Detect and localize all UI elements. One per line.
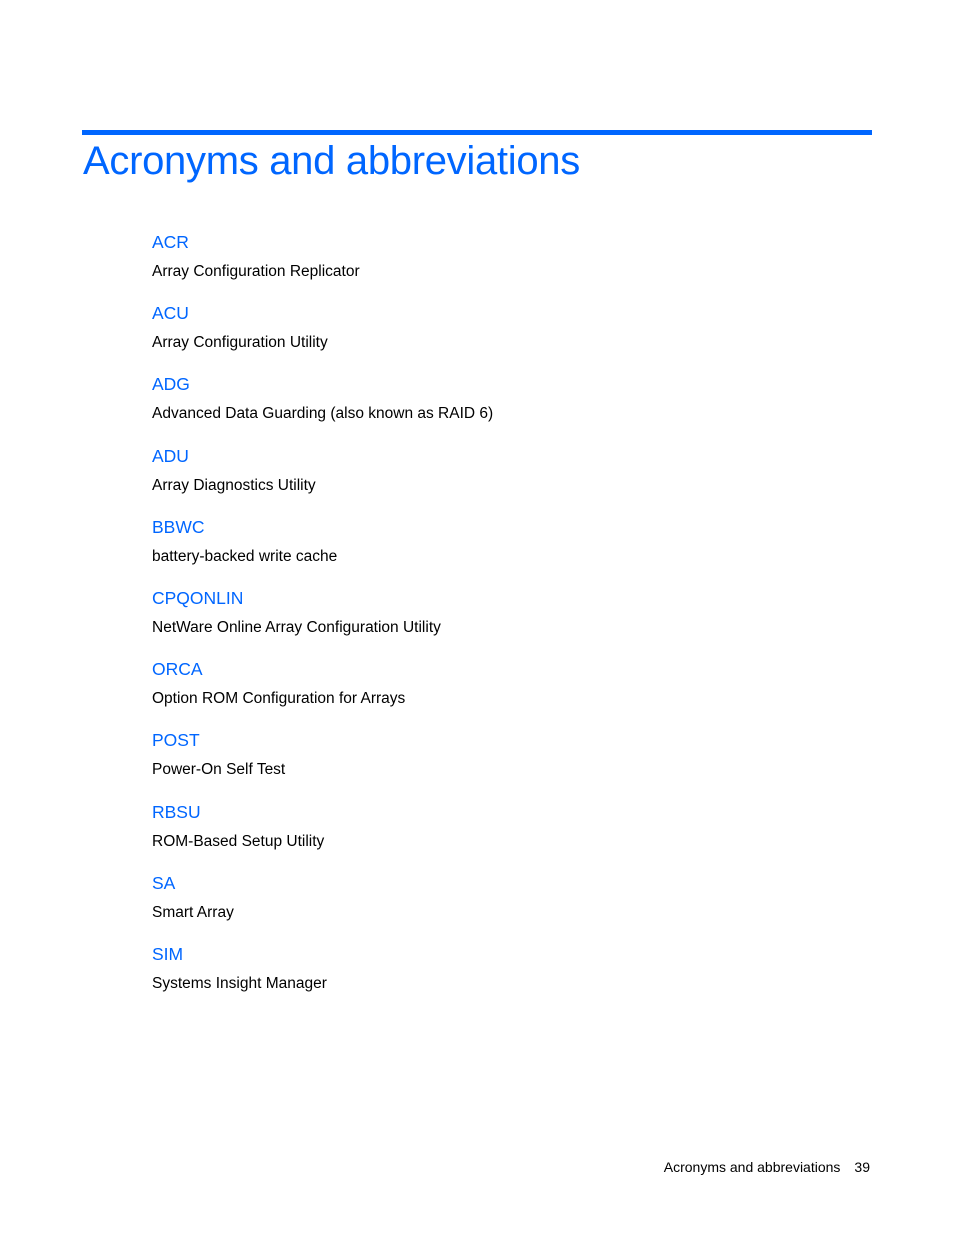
acronym-definition: Array Configuration Utility [152,334,328,352]
acronym-entry [152,586,852,657]
acronym-term: BBWC [152,516,205,537]
acronym-definition: Array Configuration Replicator [152,263,360,280]
acronym-term: POST [152,730,200,751]
acronym-term: SIM [152,943,184,964]
acronym-entry [152,444,852,515]
acronym-definition: Systems Insight Manager [152,974,327,992]
acronym-term: RBSU [152,801,201,822]
acronym-term: ACU [152,303,189,324]
acronym-entry [152,800,852,871]
acronym-entry [152,372,852,443]
acronym-entry [152,230,852,301]
footer-section-title: Acronyms and abbreviations [663,1159,841,1175]
page-number: 39 [854,1159,870,1175]
acronym-entry [152,728,852,799]
acronym-entry [152,942,852,1013]
acronym-definition: Advanced Data Guarding (also known as RAID 6) [152,405,494,423]
acronym-term: ADU [152,445,189,466]
acronym-term: ADG [152,374,190,395]
acronym-definition: Power-On Self Test [152,761,286,779]
acronym-list [152,230,852,1013]
page-footer [664,1157,870,1177]
acronym-definition: NetWare Online Array Configuration Utility [152,618,441,636]
acronym-term: CPQONLIN [152,587,244,608]
acronym-term: ORCA [152,659,203,680]
acronym-definition: Array Diagnostics Utility [152,476,316,494]
acronym-term: SA [152,872,176,893]
page-title: Acronyms and abbreviations [83,139,580,183]
acronym-entry [152,871,852,942]
acronym-entry [152,515,852,586]
acronym-definition: Option ROM Configuration for Arrays [152,690,406,708]
acronym-definition: Smart Array [152,903,234,921]
acronym-definition: battery-backed write cache [152,547,338,565]
acronym-entry [152,301,852,372]
acronym-entry [152,657,852,728]
acronym-term: ACR [152,232,189,252]
acronym-definition: ROM-Based Setup Utility [152,832,325,850]
